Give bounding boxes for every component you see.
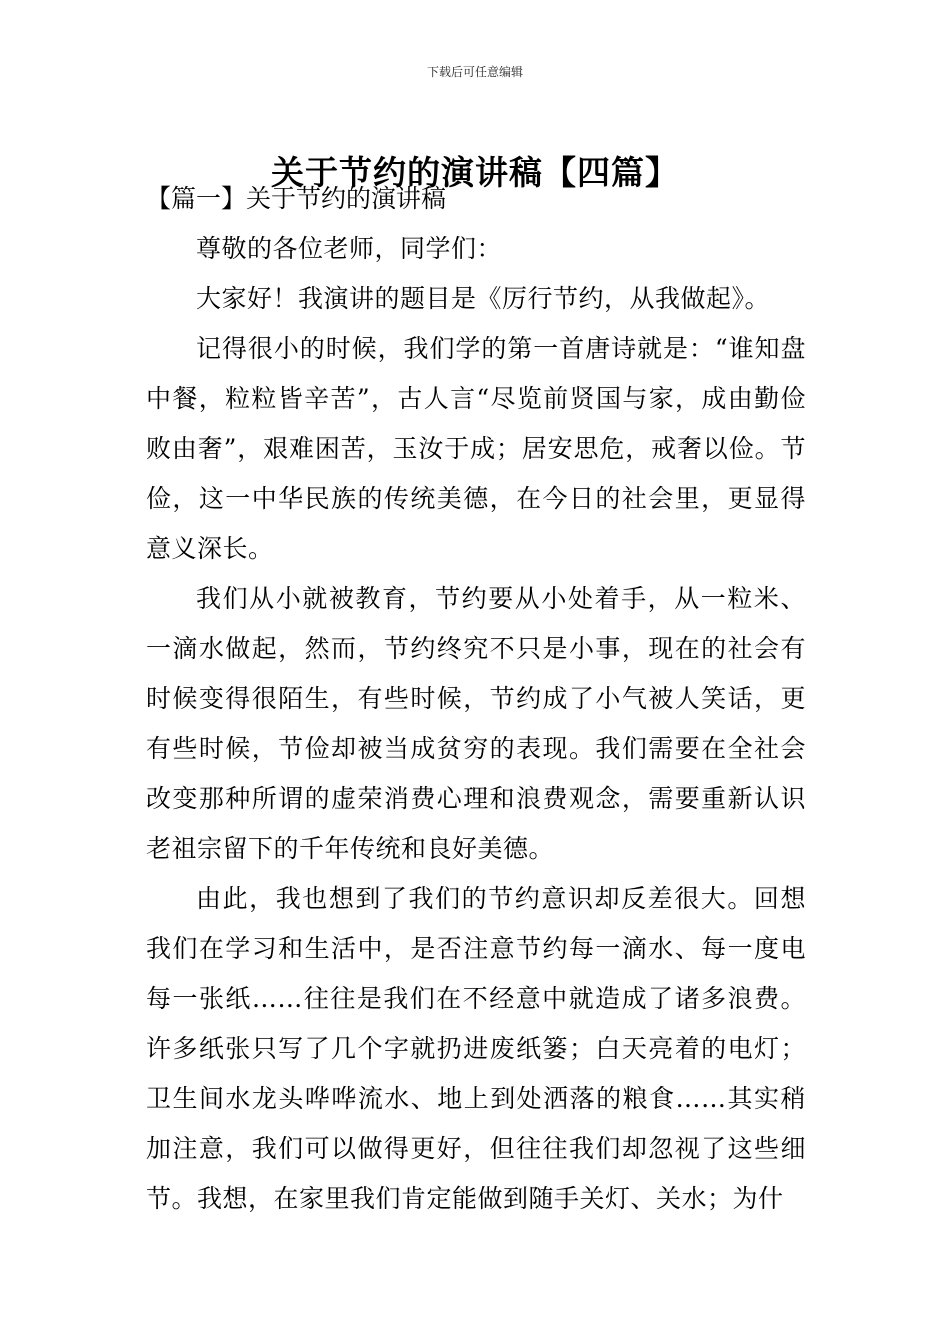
section-heading: 【篇一】关于节约的演讲稿: [146, 184, 447, 213]
paragraph-salutation: 尊敬的各位老师，同学们：: [196, 234, 503, 263]
document-title: 关于节约的演讲稿【四篇】: [271, 153, 679, 193]
paragraph-education: 我们从小就被教育，节约要从小处着手，从一粒米、一滴水做起，然而，节约终究不只是小事，现在的社会有时候变得很陌生，有些时候，节约成了小气被人笑话，更有些时候，节俭却被当成贫穷的表现。我们需要在全社会改变那种所谓的虚荣消费心理和浪费观念，需要重新认识老祖宗留下的千年传统和良好美德。: [146, 584, 806, 863]
header-note: 下载后可任意编辑: [426, 65, 523, 79]
paragraph-tang-poem: 记得很小的时候，我们学的第一首唐诗就是：“谁知盘中餐，粒粒皆辛苦”，古人言“尽览前贤国与家，成由勤俭败由奢”，艰难困苦，玉汝于成；居安思危，戒奢以俭。节俭，这一中华民族的传统美德，在今日的社会里，更显得意义深长。: [146, 334, 806, 563]
paragraph-awareness: 由此，我也想到了我们的节约意识却反差很大。回想我们在学习和生活中，是否注意节约每一滴水、每一度电每一张纸……往往是我们在不经意中就造成了诸多浪费。许多纸张只写了几个字就扔进废纸篓；白天亮着的电灯；卫生间水龙头哗哗流水、地上到处洒落的粮食……其实稍加注意，我们可以做得更好，但往往我们却忽视了这些细节。我想，在家里我们肯定能做到随手关灯、关水；为什: [146, 884, 806, 1213]
paragraph-greeting: 大家好！我演讲的题目是《厉行节约，从我做起》。: [196, 284, 771, 313]
document-body: [146, 174, 806, 1224]
